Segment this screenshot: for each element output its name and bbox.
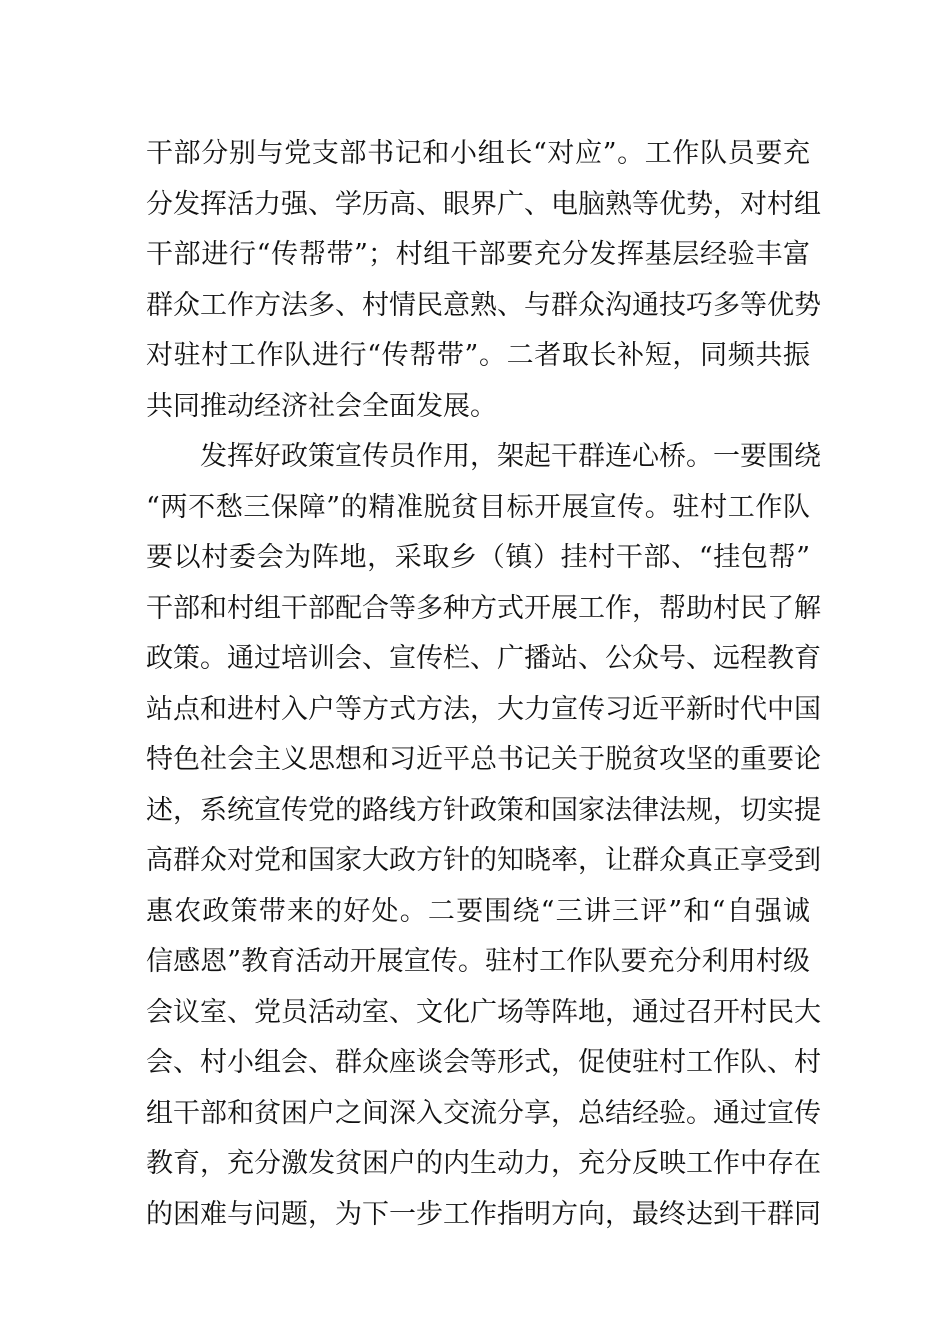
text-line: 群众工作方法多、村情民意熟、与群众沟通技巧多等优势 [146, 289, 821, 321]
text-line: 信感恩”教育活动开展宣传。驻村工作队要充分利用村级 [146, 946, 810, 977]
text-line: 要以村委会为阵地，采取乡（镇）挂村干部、“挂包帮” [146, 542, 810, 573]
text-line: 政策。通过培训会、宣传栏、广播站、公众号、远程教育 [146, 643, 821, 674]
text-line: 惠农政策带来的好处。二要围绕“三讲三评”和“自强诚 [146, 895, 810, 927]
text-line: 干部和村组干部配合等多种方式开展工作，帮助村民了解 [146, 592, 821, 624]
text-line: 分发挥活力强、学历高、眼界广、电脑熟等优势，对村组 [146, 188, 821, 220]
text-line: 发挥好政策宣传员作用，架起干群连心桥。一要围绕 [200, 441, 821, 472]
text-line: 特色社会主义思想和习近平总书记关于脱贫攻坚的重要论 [146, 744, 821, 775]
text-line: 组干部和贫困户之间深入交流分享，总结经验。通过宣传 [146, 1097, 821, 1129]
paragraph-1 [146, 129, 821, 432]
text-line: 会、村小组会、群众座谈会等形式，促使驻村工作队、村 [146, 1047, 821, 1078]
text-line: 站点和进村入户等方式方法，大力宣传习近平新时代中国 [146, 693, 821, 725]
text-line: 的困难与问题，为下一步工作指明方向，最终达到干群同 [146, 1198, 821, 1230]
body-text [146, 129, 821, 1240]
paragraph-2 [146, 432, 821, 1240]
text-line: 对驻村工作队进行“传帮带”。二者取长补短，同频共振 [146, 340, 810, 371]
text-line: 教育，充分激发贫困户的内生动力，充分反映工作中存在 [146, 1148, 821, 1179]
text-line: 干部进行“传帮带”；村组干部要充分发挥基层经验丰富 [146, 239, 810, 270]
text-line: “两不愁三保障”的精准脱贫目标开展宣传。驻村工作队 [146, 491, 810, 523]
text-line: 干部分别与党支部书记和小组长“对应”。工作队员要充 [146, 138, 810, 169]
text-line: 会议室、党员活动室、文化广场等阵地，通过召开村民大 [146, 996, 821, 1028]
text-line: 高群众对党和国家大政方针的知晓率，让群众真正享受到 [146, 845, 821, 876]
text-line: 述，系统宣传党的路线方针政策和国家法律法规，切实提 [146, 794, 821, 826]
text-line: 共同推动经济社会全面发展。 [146, 390, 497, 422]
